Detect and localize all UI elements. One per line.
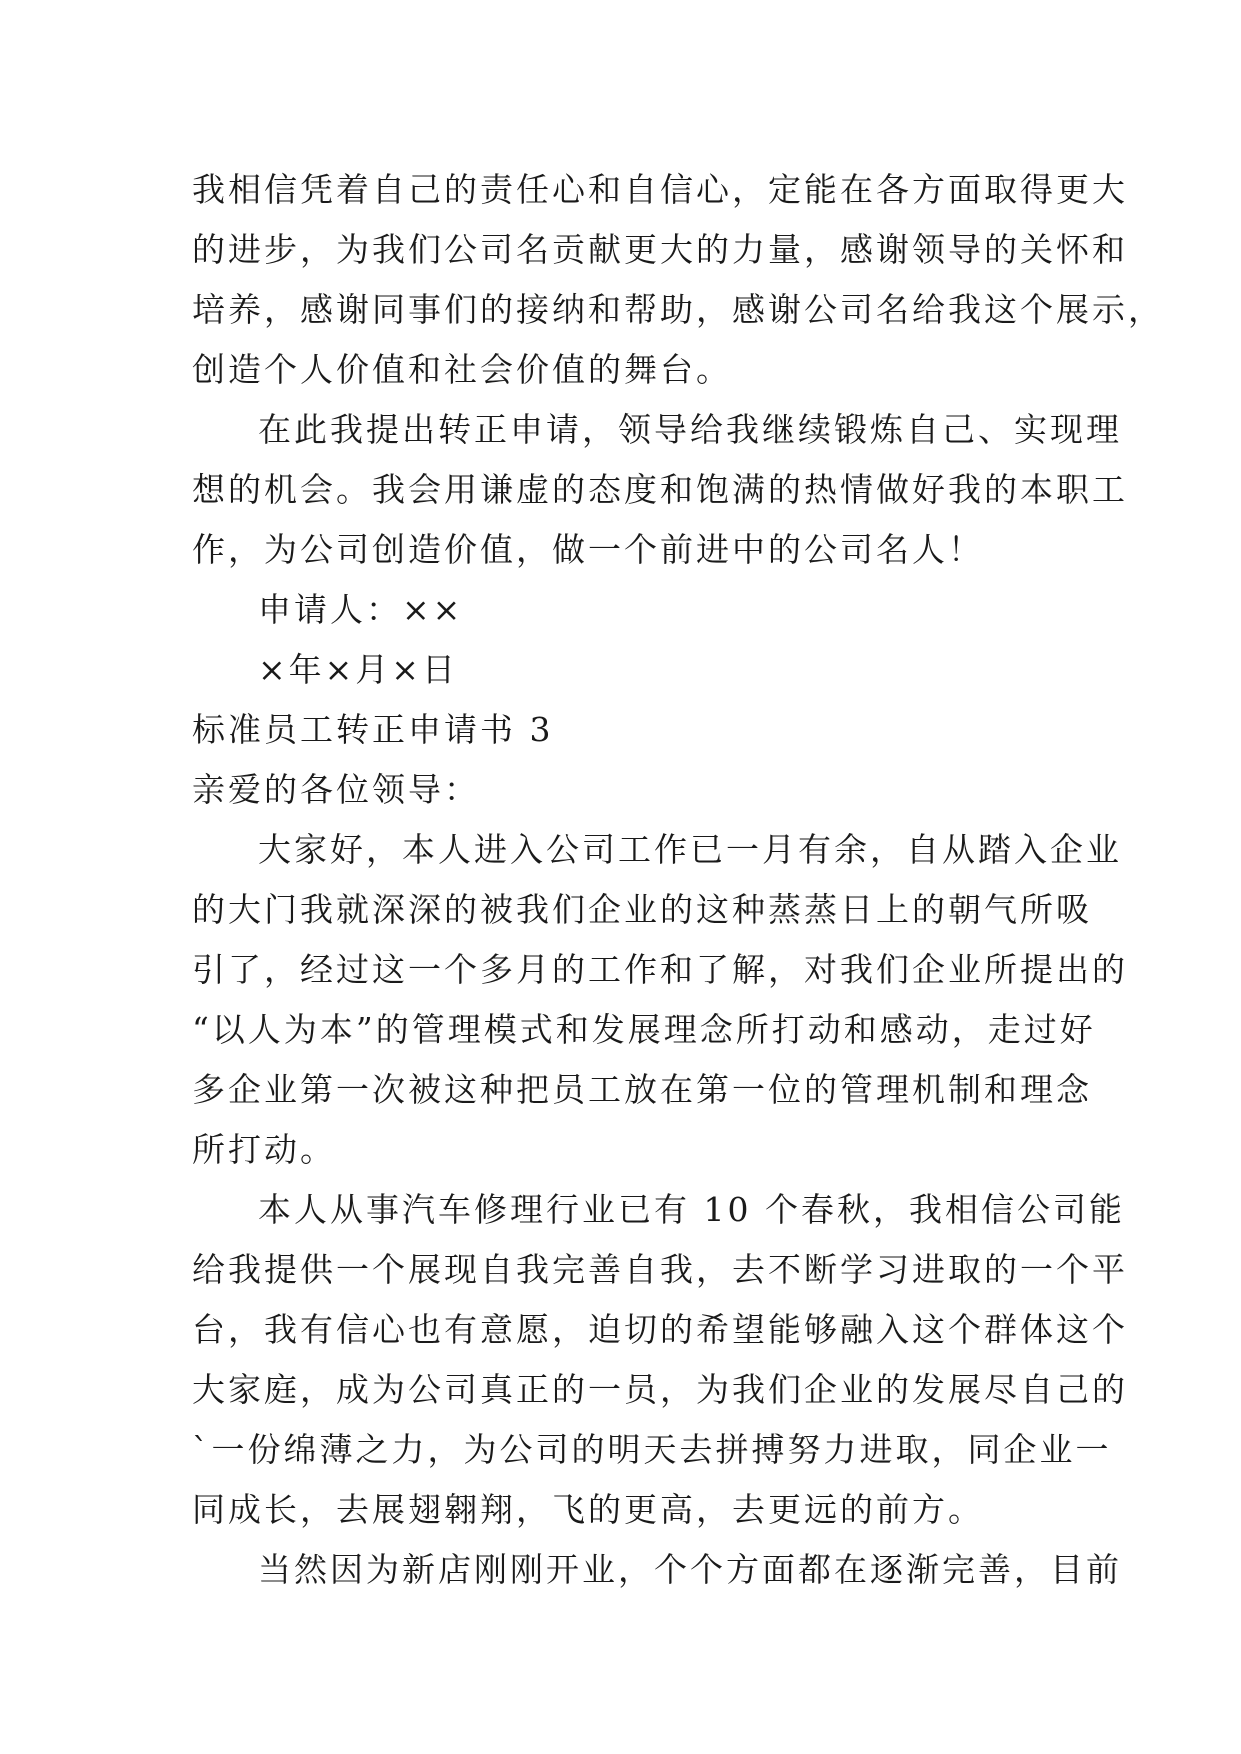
text-line: 大家庭，成为公司真正的一员，为我们企业的发展尽自己的	[192, 1370, 1128, 1409]
text-line: “以人为本”的管理模式和发展理念所打动和感动，走过好	[192, 1010, 1096, 1049]
text-line: 标准员工转正申请书 3	[192, 710, 554, 749]
text-line: 大家好，本人进入公司工作已一月有余，自从踏入企业	[258, 830, 1122, 869]
text-line: 当然因为新店刚刚开业，个个方面都在逐渐完善，目前	[258, 1550, 1122, 1589]
text-line: 培养，感谢同事们的接纳和帮助，感谢公司名给我这个展示，	[192, 290, 1164, 329]
text-line: 作，为公司创造价值，做一个前进中的公司名人！	[192, 530, 984, 569]
text-line: 本人从事汽车修理行业已有 10 个春秋，我相信公司能	[258, 1190, 1125, 1229]
text-line: 我相信凭着自己的责任心和自信心，定能在各方面取得更大	[192, 170, 1128, 209]
document-body	[192, 160, 1164, 1600]
text-line: 台，我有信心也有意愿，迫切的希望能够融入这个群体这个	[192, 1310, 1128, 1349]
text-line: 的大门我就深深的被我们企业的这种蒸蒸日上的朝气所吸	[192, 890, 1092, 929]
text-line: `一份绵薄之力，为公司的明天去拼搏努力进取，同企业一	[192, 1430, 1112, 1469]
text-line: 给我提供一个展现自我完善自我，去不断学习进取的一个平	[192, 1250, 1128, 1289]
text-line: 在此我提出转正申请，领导给我继续锻炼自己、实现理	[258, 410, 1122, 449]
text-line: 引了，经过这一个多月的工作和了解，对我们企业所提出的	[192, 950, 1128, 989]
text-line: ×年×月×日	[258, 650, 458, 689]
text-line: 亲爱的各位领导：	[192, 770, 480, 809]
text-line: 创造个人价值和社会价值的舞台。	[192, 350, 732, 389]
text-line: 申请人：××	[258, 590, 464, 629]
text-line: 的进步，为我们公司名贡献更大的力量，感谢领导的关怀和	[192, 230, 1128, 269]
text-line: 多企业第一次被这种把员工放在第一位的管理机制和理念	[192, 1070, 1092, 1109]
text-line: 想的机会。我会用谦虚的态度和饱满的热情做好我的本职工	[192, 470, 1128, 509]
text-line: 同成长，去展翅翱翔，飞的更高，去更远的前方。	[192, 1490, 984, 1529]
text-line: 所打动。	[192, 1130, 336, 1169]
